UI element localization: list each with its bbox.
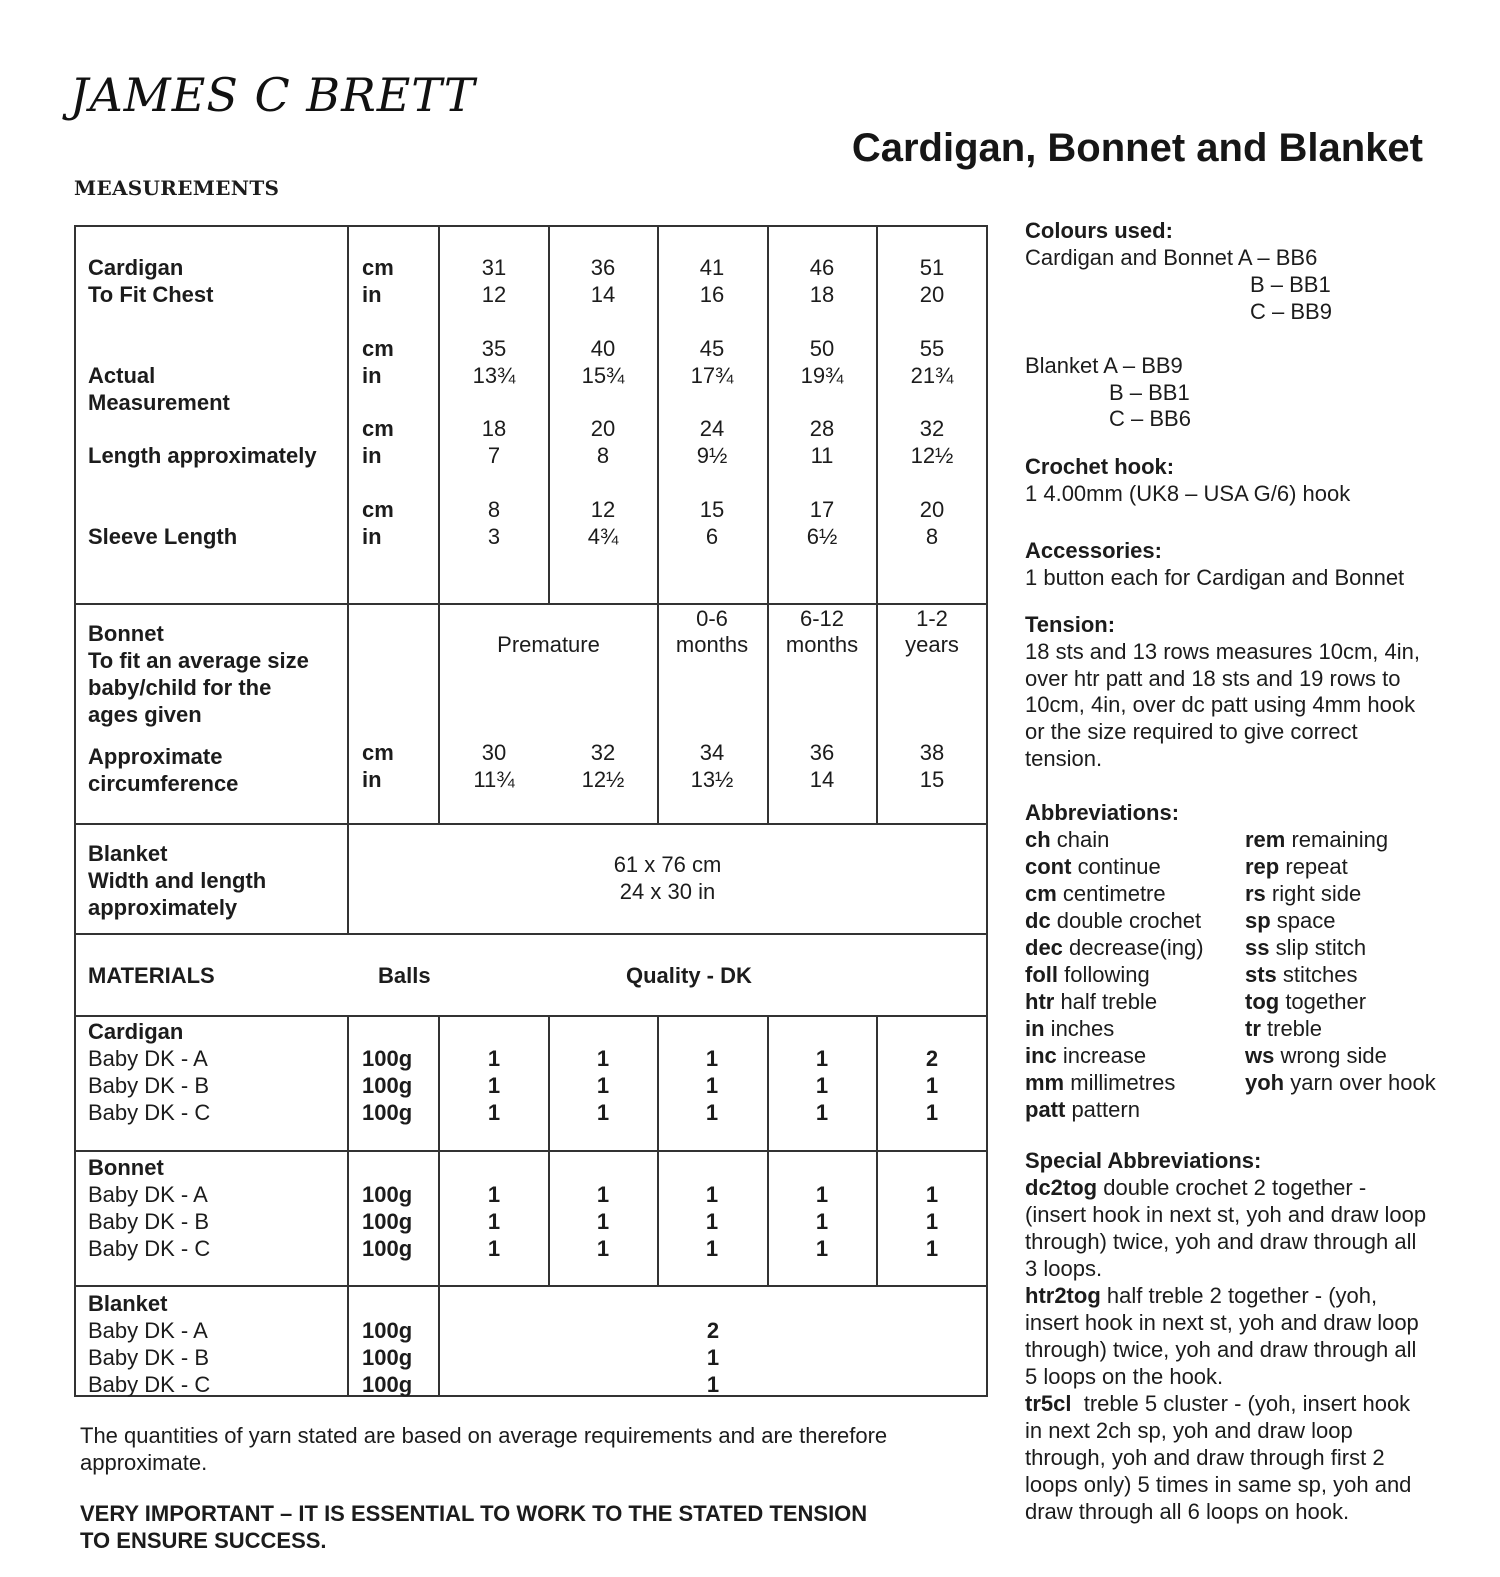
special-abbr-dc2tog [1025, 1174, 1366, 1201]
unit-cm: cm [362, 416, 394, 441]
qty-value: 1 [487, 1046, 501, 1071]
abbr-definition: slip stitch [1269, 935, 1367, 960]
abbr-term: tr [1245, 1016, 1261, 1041]
table-col-line [438, 1015, 440, 1395]
abbr-term: sts [1245, 962, 1277, 987]
cardigan-label: Cardigan [88, 255, 184, 280]
accessories-text: 1 button each for Cardigan and Bonnet [1025, 565, 1405, 590]
sleeve-cm-value: 8 [487, 497, 501, 522]
colours-line: Cardigan and Bonnet A – BB6 [1025, 245, 1318, 270]
chest-cm-value: 31 [481, 255, 507, 280]
abbreviation-item [1245, 907, 1436, 934]
circ-in-value: 13½ [690, 767, 734, 792]
qty-value: 1 [487, 1073, 501, 1098]
length-cm-value: 18 [481, 416, 507, 441]
circ-cm-value: 38 [919, 740, 945, 765]
tension-line: or the size required to give correct [1025, 719, 1358, 744]
unit-in: in [362, 443, 382, 468]
abbr-term: inc [1025, 1043, 1057, 1068]
abbreviation-item [1245, 853, 1436, 880]
actual-in-value: 21¾ [910, 363, 954, 388]
unit-in: in [362, 524, 382, 549]
length-in-value: 7 [487, 443, 501, 468]
chest-cm-value: 51 [919, 255, 945, 280]
sleeve-cm-value: 20 [919, 497, 945, 522]
colours-line: B – BB1 [1250, 272, 1331, 297]
to-fit-chest-label: To Fit Chest [88, 282, 214, 307]
circ-cm-value: 30 [481, 740, 507, 765]
materials-cardigan-title: Cardigan [88, 1019, 184, 1044]
abbr-term: ch [1025, 827, 1051, 852]
abbreviations-left [1025, 826, 1204, 1123]
yarn-label: Baby DK - A [88, 1318, 208, 1343]
important-note: TO ENSURE SUCCESS. [80, 1528, 327, 1553]
yarn-weight: 100g [362, 1345, 413, 1370]
abbr-term: ss [1245, 935, 1270, 960]
actual-in-value: 17¾ [690, 363, 734, 388]
quality-heading: Quality - DK [626, 963, 752, 988]
abbreviation-item [1025, 853, 1204, 880]
abbreviation-item [1025, 934, 1204, 961]
materials-heading: MATERIALS [88, 963, 215, 988]
materials-bonnet-title: Bonnet [88, 1155, 164, 1180]
age-bottom: months [675, 632, 749, 657]
measurements-heading: MEASUREMENTS [74, 176, 280, 200]
measurements-table [74, 225, 988, 1397]
qty-value: 1 [705, 1073, 719, 1098]
unit-cm: cm [362, 255, 394, 280]
table-border-left [74, 225, 76, 1397]
table-divider [74, 823, 988, 825]
qty-value: 1 [705, 1209, 719, 1234]
table-col-line [657, 225, 659, 603]
qty-value: 1 [815, 1046, 829, 1071]
length-in-value: 8 [596, 443, 610, 468]
qty-value: 1 [596, 1182, 610, 1207]
actual-cm-value: 40 [590, 336, 616, 361]
abbr-text: half treble 2 together - (yoh, [1100, 1283, 1378, 1308]
table-divider [74, 1285, 988, 1287]
abbreviation-item [1245, 961, 1436, 988]
balls-heading: Balls [378, 963, 431, 988]
abbr-definition: chain [1050, 827, 1110, 852]
length-in-value: 12½ [910, 443, 954, 468]
qty-value: 1 [815, 1182, 829, 1207]
abbr-term: ws [1245, 1043, 1275, 1068]
qty-value: 1 [925, 1209, 939, 1234]
age-top: 0-6 [696, 606, 728, 631]
tension-heading: Tension: [1025, 612, 1116, 637]
table-col-line [347, 225, 349, 603]
table-divider [74, 1150, 988, 1152]
premature-label: Premature [497, 632, 600, 657]
unit-in: in [362, 767, 382, 792]
abbreviation-item [1245, 1069, 1436, 1096]
qty-value: 1 [487, 1182, 501, 1207]
abbr-definition: increase [1056, 1043, 1147, 1068]
blanket-size-in: 24 x 30 in [619, 879, 716, 904]
chest-in-value: 20 [919, 282, 945, 307]
special-abbr-line: in next 2ch sp, yoh and draw loop [1025, 1418, 1353, 1443]
special-abbr-line: draw through all 6 loops on hook. [1025, 1499, 1350, 1524]
abbr-definition: decrease(ing) [1062, 935, 1204, 960]
actual-cm-value: 50 [809, 336, 835, 361]
special-abbr-line: insert hook in next st, yoh and draw loop [1025, 1310, 1419, 1335]
abbr-text: treble 5 cluster - (yoh, insert hook [1071, 1391, 1411, 1416]
chest-cm-value: 41 [699, 255, 725, 280]
important-note: VERY IMPORTANT – IT IS ESSENTIAL TO WORK TO THE STATED TENSION [80, 1501, 868, 1526]
length-cm-value: 28 [809, 416, 835, 441]
abbr-term: yoh [1245, 1070, 1285, 1095]
unit-cm: cm [362, 336, 394, 361]
yarn-weight: 100g [362, 1236, 413, 1261]
abbr-term: htr [1025, 989, 1055, 1014]
chest-in-value: 12 [481, 282, 507, 307]
abbreviation-item [1025, 1096, 1204, 1123]
special-abbr-line: through) twice, yoh and draw through all [1025, 1337, 1417, 1362]
qty-value: 1 [487, 1209, 501, 1234]
abbreviation-item [1025, 1069, 1204, 1096]
circ-cm-value: 32 [590, 740, 616, 765]
qty-value: 1 [925, 1100, 939, 1125]
table-divider [74, 933, 988, 935]
yarn-label: Baby DK - B [88, 1345, 210, 1370]
abbr-text: double crochet 2 together - [1097, 1175, 1367, 1200]
qty-value: 1 [596, 1100, 610, 1125]
qty-value: 1 [596, 1236, 610, 1261]
table-col-line [548, 1015, 550, 1285]
qty-value: 1 [815, 1236, 829, 1261]
abbr-definition: following [1058, 962, 1150, 987]
tension-line: over htr patt and 18 sts and 19 rows to [1025, 666, 1401, 691]
abbr-term: rem [1245, 827, 1286, 852]
abbr-term: dec [1025, 935, 1063, 960]
chest-in-value: 14 [590, 282, 616, 307]
abbreviation-item [1245, 1015, 1436, 1042]
qty-value: 1 [705, 1100, 719, 1125]
chest-in-value: 16 [699, 282, 725, 307]
qty-value: 1 [815, 1100, 829, 1125]
abbr-definition: repeat [1279, 854, 1348, 879]
abbreviation-item [1025, 961, 1204, 988]
abbreviation-item [1245, 934, 1436, 961]
circ-in-value: 11¾ [473, 767, 515, 792]
colours-heading: Colours used: [1025, 218, 1173, 243]
qty-value: 1 [596, 1073, 610, 1098]
blanket-desc: Width and length [88, 868, 267, 893]
yarn-weight: 100g [362, 1100, 413, 1125]
qty-value: 1 [706, 1372, 720, 1397]
age-top: 1-2 [916, 606, 948, 631]
abbreviation-item [1245, 1042, 1436, 1069]
abbreviation-item [1025, 1015, 1204, 1042]
table-col-line [347, 1015, 349, 1395]
abbr-term: cont [1025, 854, 1072, 879]
qty-value: 2 [925, 1046, 939, 1071]
actual-in-value: 15¾ [581, 363, 625, 388]
qty-value: 1 [596, 1209, 610, 1234]
sleeve-in-value: 6 [705, 524, 719, 549]
blanket-desc: approximately [88, 895, 238, 920]
table-divider [74, 1015, 988, 1017]
sleeve-in-value: 4¾ [587, 524, 619, 549]
table-col-line [767, 1015, 769, 1285]
abbreviation-item [1025, 880, 1204, 907]
colours-line: C – BB6 [1109, 406, 1191, 431]
tension-line: 18 sts and 13 rows measures 10cm, 4in, [1025, 639, 1420, 664]
yarn-label: Baby DK - C [88, 1100, 211, 1125]
qty-value: 1 [925, 1073, 939, 1098]
blanket-size-cm: 61 x 76 cm [613, 852, 722, 877]
special-abbr-line: 3 loops. [1025, 1256, 1103, 1281]
abbreviation-item [1245, 826, 1436, 853]
unit-cm: cm [362, 497, 394, 522]
sleeve-in-value: 3 [487, 524, 501, 549]
abbr-term: rep [1245, 854, 1280, 879]
sleeve-cm-value: 17 [809, 497, 835, 522]
quantities-note: The quantities of yarn stated are based on average requirements and are therefore [80, 1423, 888, 1448]
abbr-definition: remaining [1285, 827, 1389, 852]
circ-in-value: 14 [809, 767, 835, 792]
abbr-term: patt [1025, 1097, 1066, 1122]
table-border-bottom [74, 1395, 988, 1397]
age-bottom: years [905, 632, 959, 657]
sleeve-cm-value: 15 [699, 497, 725, 522]
abbreviations-right [1245, 826, 1436, 1096]
sleeve-in-value: 6½ [806, 524, 838, 549]
abbreviation-item [1025, 1042, 1204, 1069]
abbr-definition: yarn over hook [1284, 1070, 1436, 1095]
abbreviation-item [1245, 880, 1436, 907]
abbr-term: cm [1025, 881, 1057, 906]
qty-value: 1 [705, 1046, 719, 1071]
table-col-line [657, 603, 659, 823]
actual-in-value: 19¾ [800, 363, 844, 388]
length-cm-value: 24 [699, 416, 725, 441]
qty-value: 1 [706, 1345, 720, 1370]
bonnet-desc: baby/child for the [88, 675, 272, 700]
circ-cm-value: 36 [809, 740, 835, 765]
actual-in-value: 13¾ [472, 363, 516, 388]
table-border-top [74, 225, 988, 227]
abbr-definition: space [1270, 908, 1336, 933]
abbr-definition: together [1279, 989, 1367, 1014]
brand-logo: JAMES C BRETT [70, 68, 476, 122]
circumference-label: Approximate [88, 744, 223, 769]
unit-in: in [362, 363, 382, 388]
table-col-line [876, 603, 878, 823]
unit-in: in [362, 282, 382, 307]
chest-cm-value: 46 [809, 255, 835, 280]
table-col-line [548, 225, 550, 603]
accessories-heading: Accessories: [1025, 538, 1162, 563]
actual-label: Actual [88, 363, 156, 388]
measurement-label: Measurement [88, 390, 230, 415]
table-col-line [767, 603, 769, 823]
circ-cm-value: 34 [699, 740, 725, 765]
abbr-term: tog [1245, 989, 1280, 1014]
special-abbr-tr5cl [1025, 1390, 1410, 1417]
age-top: 6-12 [799, 606, 845, 631]
bonnet-desc: To fit an average size [88, 648, 309, 673]
yarn-label: Baby DK - A [88, 1046, 208, 1071]
abbr-definition: treble [1260, 1016, 1323, 1041]
special-abbr-line: through, yoh and draw through first 2 [1025, 1445, 1385, 1470]
abbreviation-item [1025, 826, 1204, 853]
special-abbr-htr2tog [1025, 1282, 1377, 1309]
tension-line: tension. [1025, 746, 1103, 771]
abbr-definition: right side [1265, 881, 1362, 906]
bonnet-desc: ages given [88, 702, 202, 727]
table-col-line [876, 1015, 878, 1285]
qty-value: 1 [815, 1209, 829, 1234]
circ-in-value: 12½ [581, 767, 625, 792]
abbr-term: htr2tog [1025, 1283, 1101, 1308]
abbr-definition: wrong side [1274, 1043, 1387, 1068]
yarn-weight: 100g [362, 1318, 413, 1343]
abbr-definition: pattern [1065, 1097, 1140, 1122]
colours-line: B – BB1 [1109, 380, 1190, 405]
length-label: Length approximately [88, 443, 317, 468]
colours-line: Blanket A – BB9 [1025, 353, 1183, 378]
abbr-term: tr5cl [1025, 1391, 1072, 1416]
qty-value: 1 [925, 1236, 939, 1261]
yarn-weight: 100g [362, 1209, 413, 1234]
special-abbr-line: 5 loops on the hook. [1025, 1364, 1224, 1389]
actual-cm-value: 55 [919, 336, 945, 361]
unit-cm: cm [362, 740, 394, 765]
yarn-weight: 100g [362, 1046, 413, 1071]
abbr-term: sp [1245, 908, 1271, 933]
length-in-value: 11 [810, 443, 834, 468]
qty-value: 1 [815, 1073, 829, 1098]
abbr-definition: inches [1044, 1016, 1115, 1041]
yarn-label: Baby DK - B [88, 1073, 210, 1098]
abbr-definition: centimetre [1056, 881, 1166, 906]
abbr-term: foll [1025, 962, 1058, 987]
abbreviation-item [1025, 988, 1204, 1015]
qty-value: 1 [487, 1100, 501, 1125]
actual-cm-value: 45 [699, 336, 725, 361]
abbr-definition: continue [1071, 854, 1161, 879]
qty-value: 2 [706, 1318, 720, 1343]
sleeve-in-value: 8 [925, 524, 939, 549]
hook-text: 1 4.00mm (UK8 – USA G/6) hook [1025, 481, 1351, 506]
hook-heading: Crochet hook: [1025, 454, 1175, 479]
abbreviations-heading: Abbreviations: [1025, 800, 1180, 825]
page-title: Cardigan, Bonnet and Blanket [851, 126, 1423, 170]
special-abbr-line: (insert hook in next st, yoh and draw loop [1025, 1202, 1427, 1227]
table-col-line [347, 603, 349, 823]
tension-line: 10cm, 4in, over dc patt using 4mm hook [1025, 692, 1416, 717]
qty-value: 1 [596, 1046, 610, 1071]
table-border-right [986, 225, 988, 1397]
sleeve-length-label: Sleeve Length [88, 524, 238, 549]
length-in-value: 9½ [696, 443, 728, 468]
abbr-definition: millimetres [1064, 1070, 1176, 1095]
bonnet-label: Bonnet [88, 621, 164, 646]
yarn-weight: 100g [362, 1372, 413, 1397]
abbr-definition: stitches [1276, 962, 1358, 987]
sleeve-cm-value: 12 [590, 497, 616, 522]
actual-cm-value: 35 [481, 336, 507, 361]
special-abbreviations-heading: Special Abbreviations: [1025, 1148, 1262, 1173]
yarn-label: Baby DK - B [88, 1209, 210, 1234]
abbr-term: mm [1025, 1070, 1065, 1095]
age-bottom: months [785, 632, 859, 657]
abbr-term: rs [1245, 881, 1266, 906]
length-cm-value: 20 [590, 416, 616, 441]
special-abbr-line: loops only) 5 times in same sp, yoh and [1025, 1472, 1412, 1497]
yarn-label: Baby DK - A [88, 1182, 208, 1207]
length-cm-value: 32 [919, 416, 945, 441]
table-col-line [657, 1015, 659, 1285]
abbr-definition: double crochet [1050, 908, 1202, 933]
circumference-label: circumference [88, 771, 239, 796]
abbr-term: in [1025, 1016, 1045, 1041]
blanket-label: Blanket [88, 841, 168, 866]
table-col-line [876, 225, 878, 603]
abbreviation-item [1025, 907, 1204, 934]
yarn-label: Baby DK - C [88, 1372, 211, 1397]
circ-in-value: 15 [919, 767, 945, 792]
table-col-line [767, 225, 769, 603]
abbr-definition: half treble [1054, 989, 1158, 1014]
quantities-note: approximate. [80, 1450, 208, 1475]
qty-value: 1 [705, 1182, 719, 1207]
table-col-line [438, 225, 440, 603]
qty-value: 1 [487, 1236, 501, 1261]
abbr-term: dc2tog [1025, 1175, 1098, 1200]
chest-cm-value: 36 [590, 255, 616, 280]
materials-blanket-title: Blanket [88, 1291, 168, 1316]
colours-line: C – BB9 [1250, 299, 1332, 324]
yarn-weight: 100g [362, 1073, 413, 1098]
qty-value: 1 [925, 1182, 939, 1207]
yarn-weight: 100g [362, 1182, 413, 1207]
special-abbr-line: through) twice, yoh and draw through all [1025, 1229, 1417, 1254]
abbreviation-item [1245, 988, 1436, 1015]
qty-value: 1 [705, 1236, 719, 1261]
yarn-label: Baby DK - C [88, 1236, 211, 1261]
chest-in-value: 18 [809, 282, 835, 307]
abbr-term: dc [1025, 908, 1051, 933]
